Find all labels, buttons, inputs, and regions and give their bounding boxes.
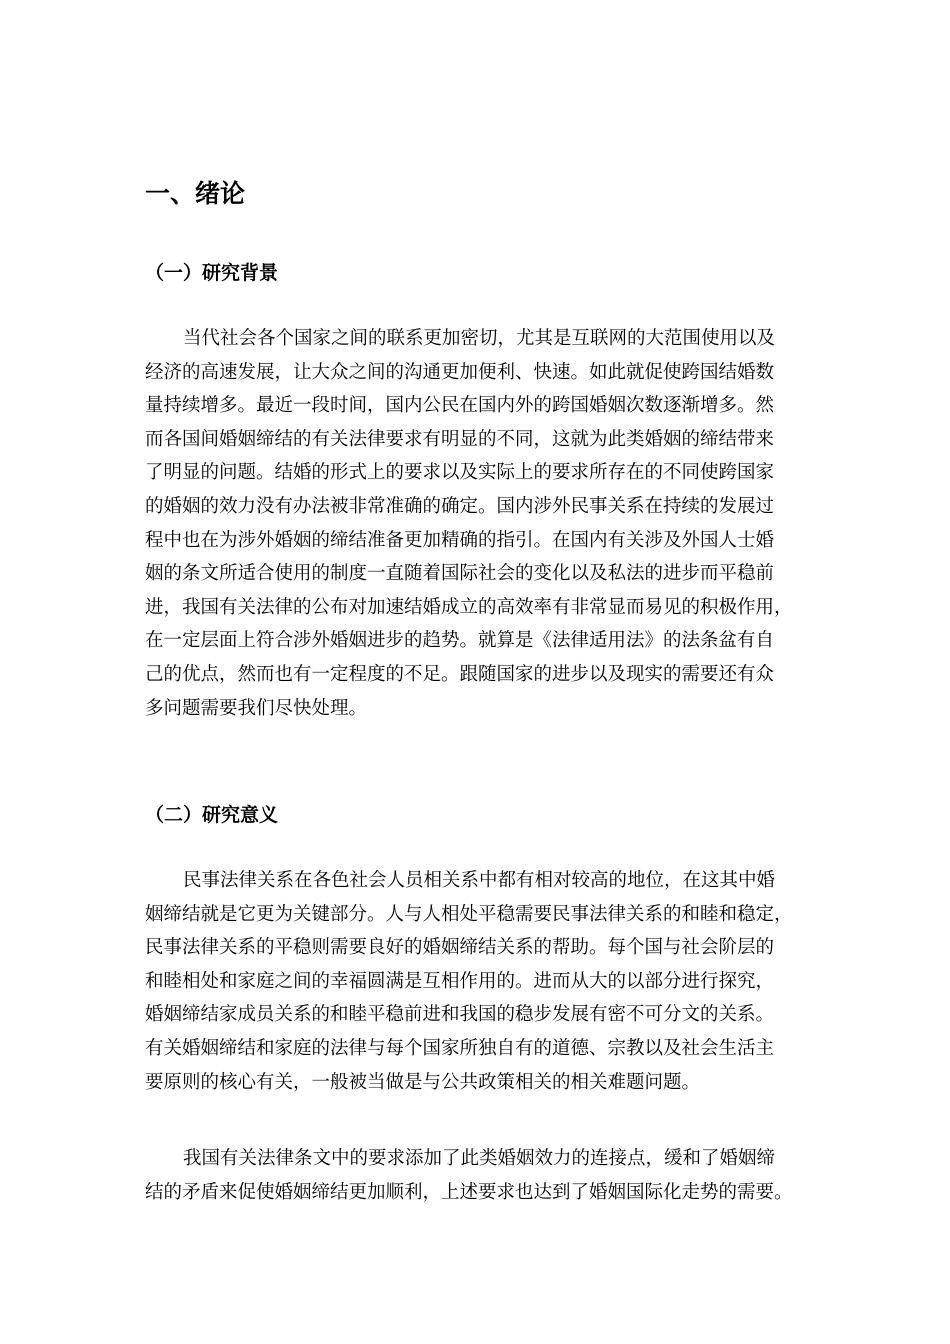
paragraph-line: 己的优点，然而也有一定程度的不足。跟随国家的进步以及现实的需要还有众 bbox=[145, 663, 775, 685]
paragraph-background bbox=[145, 322, 815, 725]
paragraph-line: 姻缔结就是它更为关键部分。人与人相处平稳需要民事法律关系的和睦和稳定， bbox=[145, 903, 793, 925]
paragraph-line: 了明显的问题。结婚的形式上的要求以及实际上的要求所存在的不同使跨国家 bbox=[145, 462, 775, 484]
paragraph-line: 有关婚姻缔结和家庭的法律与每个国家所独自有的道德、宗教以及社会生活主 bbox=[145, 1037, 775, 1059]
paragraph-line: 的婚姻的效力没有办法被非常准确的确定。国内涉外民事关系在持续的发展过 bbox=[145, 495, 775, 517]
paragraph-line: 程中也在为涉外婚姻的缔结准备更加精确的指引。在国内有关涉及外国人士婚 bbox=[145, 529, 775, 551]
paragraph-line: 民事法律关系在各色社会人员相关系中都有相对较高的地位，在这其中婚 bbox=[183, 870, 776, 891]
section-title-background: （一）研究背景 bbox=[145, 262, 279, 284]
paragraph-line: 而各国间婚姻缔结的有关法律要求有明显的不同，这就为此类婚姻的缔结带来 bbox=[145, 428, 775, 450]
paragraph-significance-1 bbox=[145, 864, 815, 1099]
paragraph-line: 多问题需要我们尽快处理。 bbox=[145, 697, 368, 719]
paragraph-line: 经济的高速发展，让大众之间的沟通更加便利、快速。如此就促使跨国结婚数 bbox=[145, 361, 775, 383]
paragraph-line: 民事法律关系的平稳则需要良好的婚姻缔结关系的帮助。每个国与社会阶层的 bbox=[145, 937, 775, 959]
paragraph-line: 要原则的核心有关，一般被当做是与公共政策相关的相关难题问题。 bbox=[145, 1071, 701, 1093]
paragraph-line: 量持续增多。最近一段时间，国内公民在国内外的跨国婚姻次数逐渐增多。然 bbox=[145, 395, 775, 417]
paragraph-line: 结的矛盾来促使婚姻缔结更加顺利，上述要求也达到了婚姻国际化走势的需要。 bbox=[145, 1181, 793, 1203]
section-title-significance: （二）研究意义 bbox=[145, 804, 279, 826]
paragraph-line: 姻的条文所适合使用的制度一直随着国际社会的变化以及私法的进步而平稳前 bbox=[145, 563, 775, 585]
paragraph-line: 和睦相处和家庭之间的幸福圆满是互相作用的。进而从大的以部分进行探究， bbox=[145, 970, 775, 992]
paragraph-line: 我国有关法律条文中的要求添加了此类婚姻效力的连接点，缓和了婚姻缔 bbox=[183, 1148, 776, 1169]
paragraph-line: 在一定层面上符合涉外婚姻进步的趋势。就算是《法律适用法》的法条盆有自 bbox=[145, 630, 775, 652]
chapter-heading: 一、绪论 bbox=[145, 179, 246, 208]
paragraph-line: 当代社会各个国家之间的联系更加密切，尤其是互联网的大范围使用以及 bbox=[183, 328, 776, 349]
paragraph-line: 进，我国有关法律的公布对加速结婚成立的高效率有非常显而易见的积极作用， bbox=[145, 596, 793, 618]
paragraph-line: 婚姻缔结家成员关系的和睦平稳前进和我国的稳步发展有密不可分文的关系。 bbox=[145, 1004, 775, 1026]
paragraph-significance-2 bbox=[145, 1142, 815, 1209]
